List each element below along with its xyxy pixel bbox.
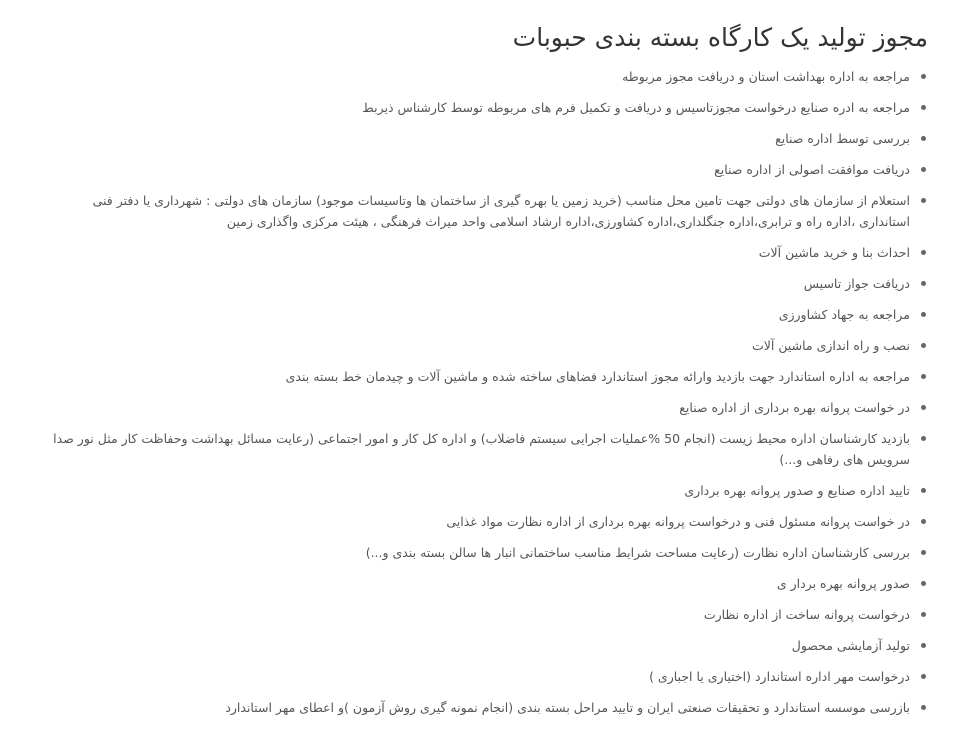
list-item: مراجعه به اداره استاندارد جهت بازدید وارائه مجوز استاندارد فضاهای ساخته شده و ماشین آلات و چیدمان خط بسته بندی [45, 366, 928, 397]
list-item: تولید آزمایشی محصول [45, 635, 928, 666]
list-item: در خواست پروانه بهره برداری از اداره صنایع [45, 397, 928, 428]
list-item: بازدید کارشناسان اداره محیط زیست (انجام 50 %عملیات اجرایی سیستم فاضلاب) و اداره کل کار و امور اجتماعی (رعایت مسائل بهداشت وحفاظت کار مثل نور صدا سرویس های رفاهی و...) [45, 428, 928, 480]
list-item: مراجعه به ادره صنایع درخواست مجوزتاسیس و دریافت و تکمیل فرم های مربوطه توسط کارشناس ذیربط [45, 97, 928, 128]
list-item: درخواست مهر اداره استاندارد (اختیاری یا اجباری ) [45, 666, 928, 697]
list-item: مراجعه به اداره بهداشت استان و دریافت مجوز مربوطه [45, 66, 928, 97]
list-item: تایید اداره صنایع و صدور پروانه بهره برداری [45, 480, 928, 511]
list-item: دریافت موافقت اصولی از اداره صنایع [45, 159, 928, 190]
page-title: مجوز تولید یک کارگاه بسته بندی حبوبات [512, 23, 928, 52]
list-item: بررسی کارشناسان اداره نظارت (رعایت مساحت شرایط مناسب ساختمانی انبار ها سالن بسته بندی و...) [45, 542, 928, 573]
list-item: در خواست پروانه مسئول فنی و درخواست پروانه بهره برداری از اداره نظارت مواد غذایی [45, 511, 928, 542]
steps-list [45, 66, 928, 728]
list-item: نصب و راه اندازی ماشین آلات [45, 335, 928, 366]
list-item: دریافت جواز تاسیس [45, 273, 928, 304]
list-item: مراجعه به جهاد کشاورزی [45, 304, 928, 335]
list-item: احداث بنا و خرید ماشین آلات [45, 242, 928, 273]
list-item: صدور پروانه بهره بردار ی [45, 573, 928, 604]
list-item: درخواست پروانه ساخت از اداره نظارت [45, 604, 928, 635]
list-item: استعلام از سازمان های دولتی جهت تامین محل مناسب (خرید زمین یا بهره گیری از ساختمان ها وتاسیسات موجود) سازمان های دولتی : شهرداری یا دفتر فنی استانداری ،اداره راه و ترابری،اداره جنگلداری،اداره کشاورزی،اداره ارشاد اسلامی واحد میراث فرهنگی ، هیئت مرکزی واگذاری زمین [45, 190, 928, 242]
list-item: بررسی توسط اداره صنایع [45, 128, 928, 159]
list-item: بازرسی موسسه استاندارد و تحقیقات صنعتی ایران و تایید مراحل بسته بندی (انجام نمونه گیری روش آزمون )و اعطای مهر استاندارد [45, 697, 928, 728]
